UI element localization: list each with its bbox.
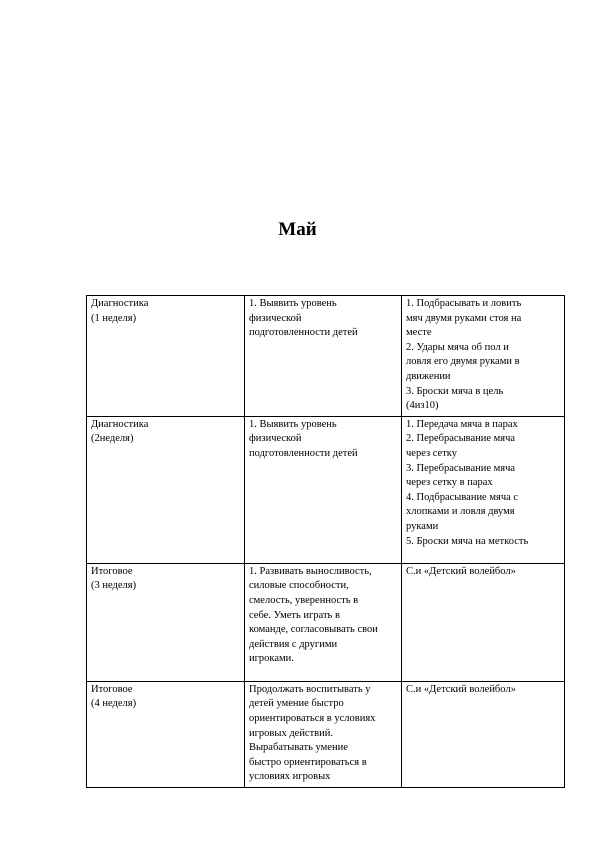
cell-text-line: хлопками и ловля двумя (406, 506, 515, 518)
cell-text-line: движении (406, 370, 451, 382)
cell-text-line: 5. Броски мяча на меткость (406, 535, 529, 547)
cell-text-line: Продолжать воспитывать у (249, 683, 371, 695)
cell-text-line: ловля его двумя руками в (406, 356, 520, 368)
cell-text-line: 4. Подбрасывание мяча с (406, 491, 519, 503)
cell-text-line: Диагностика (91, 418, 149, 430)
cell-text-line: детей умение быстро (249, 698, 344, 710)
cell-text-line: через сетку в парах (406, 477, 493, 489)
cell-text-line: Итоговое (91, 565, 133, 577)
cell-text-line: 3. Перебрасывание мяча (406, 462, 516, 474)
goal-cell (245, 563, 402, 681)
cell-text-line: месте (406, 327, 432, 339)
cell-text-line: 3. Броски мяча в цель (406, 385, 504, 397)
cell-text-line: С.и «Детский волейбол» (406, 683, 516, 695)
cell-text-line: (4из10) (406, 400, 439, 412)
table-row (87, 681, 565, 787)
table-row (87, 416, 565, 563)
goal-cell (245, 416, 402, 563)
activity-cell (402, 563, 565, 681)
period-cell (87, 563, 245, 681)
cell-text-line: (4 неделя) (91, 698, 137, 710)
plan-table-body (87, 296, 565, 788)
cell-text-line: ориентироваться в условиях (249, 712, 376, 724)
cell-text-line: Диагностика (91, 298, 149, 309)
cell-text-line: действия с другими (249, 638, 338, 650)
cell-text-line: (2неделя) (91, 433, 134, 445)
cell-text-line: физической (249, 312, 302, 324)
activity-cell (402, 296, 565, 417)
cell-text-line: быстро ориентироваться в (249, 756, 367, 768)
cell-text-line: 1. Развивать выносливость, (249, 565, 372, 577)
cell-text-line: через сетку (406, 447, 457, 459)
cell-text-line: (1 неделя) (91, 312, 137, 324)
cell-text-line: себе. Уметь играть в (249, 609, 340, 621)
cell-text-line: 1. Подбрасывать и ловить (406, 298, 522, 309)
cell-text-line: 1. Передача мяча в парах (406, 418, 518, 430)
table-row (87, 563, 565, 681)
cell-text-line: 2. Перебрасывание мяча (406, 433, 516, 445)
cell-text-line: Вырабатывать умение (249, 742, 348, 754)
page-title: Май (278, 219, 317, 240)
cell-text-line: команде, согласовывать свои (249, 624, 378, 636)
cell-text-line: 1. Выявить уровень (249, 298, 337, 309)
cell-text-line: физической (249, 433, 302, 445)
cell-text-line: Итоговое (91, 683, 133, 695)
activity-cell (402, 416, 565, 563)
cell-text-line: подготовленности детей (249, 327, 358, 339)
table-row (87, 296, 565, 417)
plan-table (86, 295, 565, 788)
period-cell (87, 296, 245, 417)
cell-text-line: подготовленности детей (249, 447, 358, 459)
cell-text-line: 2. Удары мяча об пол и (406, 341, 509, 353)
cell-text-line: мяч двумя руками стоя на (406, 312, 522, 324)
cell-text-line: (3 неделя) (91, 580, 137, 592)
cell-text-line: игровых действий. (249, 727, 334, 739)
period-cell (87, 416, 245, 563)
cell-text-line: С.и «Детский волейбол» (406, 565, 516, 577)
cell-text-line: смелость, уверенность в (249, 594, 359, 606)
goal-cell (245, 296, 402, 417)
period-cell (87, 681, 245, 787)
cell-text-line: 1. Выявить уровень (249, 418, 337, 430)
cell-text-line: игроками. (249, 653, 294, 665)
cell-text-line: условиях игровых (249, 771, 331, 783)
cell-text-line: руками (406, 520, 439, 532)
activity-cell (402, 681, 565, 787)
cell-text-line: силовые способности, (249, 580, 349, 592)
goal-cell (245, 681, 402, 787)
